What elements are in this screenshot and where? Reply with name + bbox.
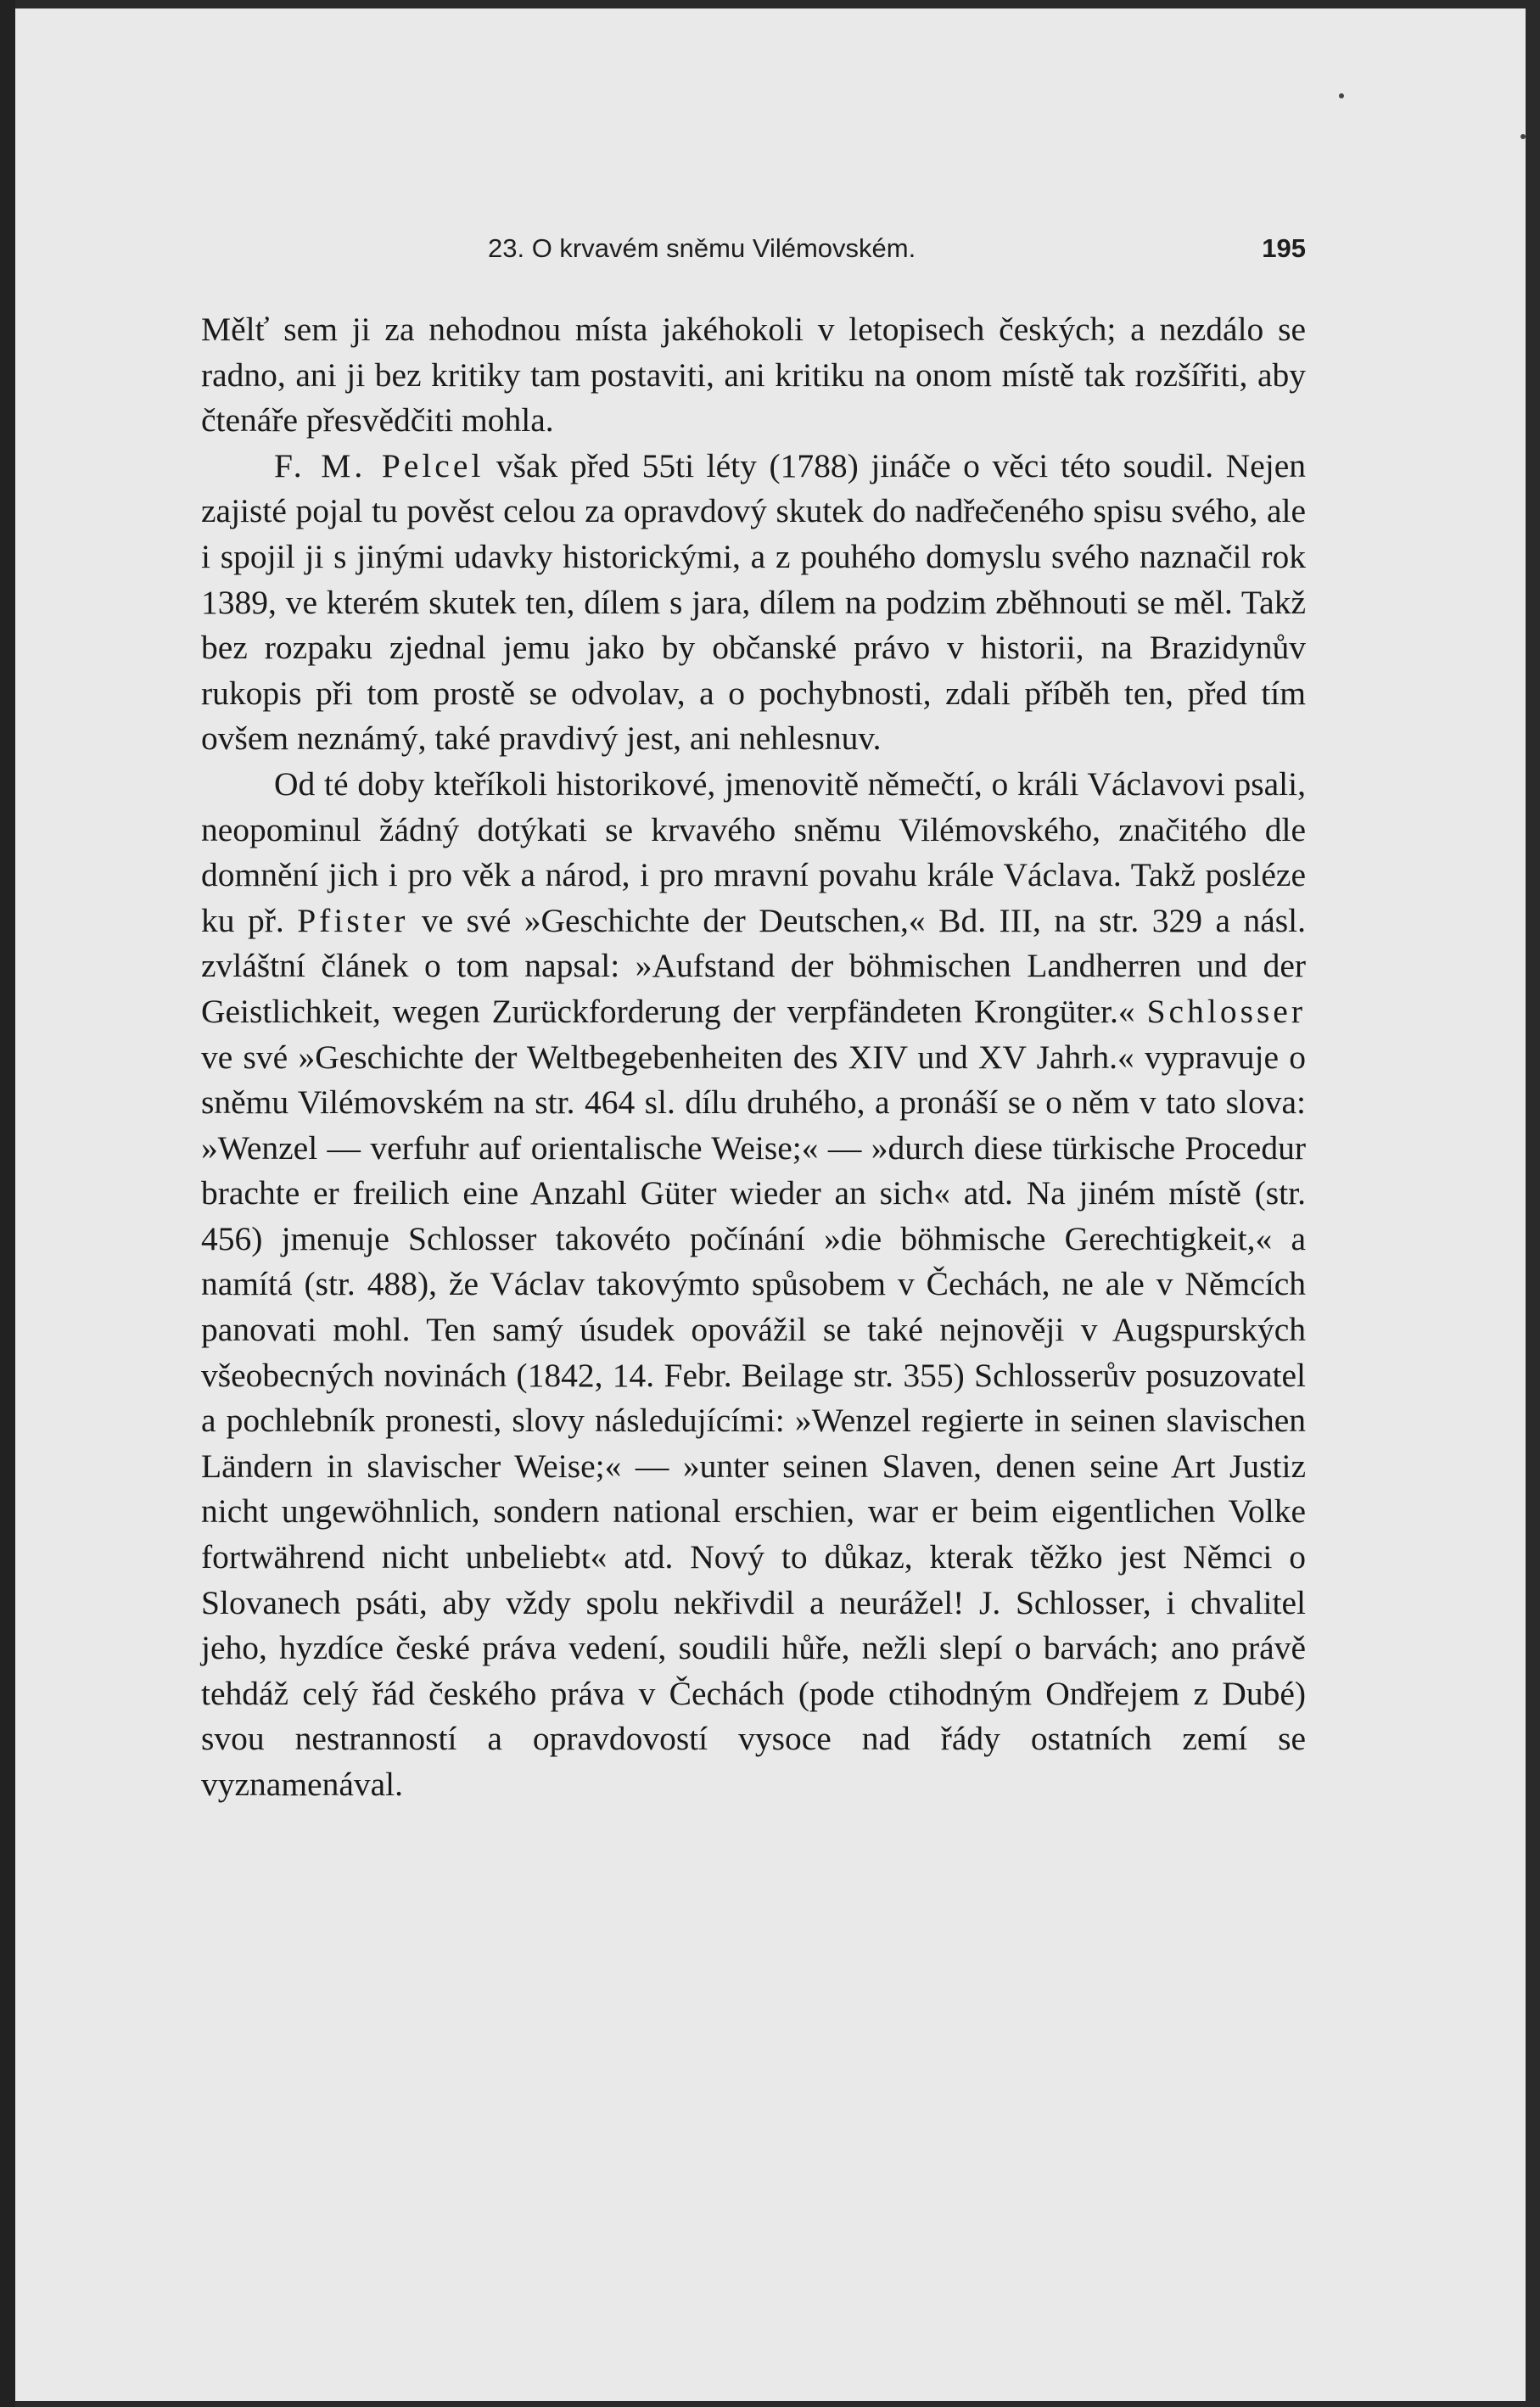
page-number: 195 (1262, 233, 1306, 263)
paragraph-3-text-b: ve své »Geschichte der Deutschen,« Bd. III, na str. 329 a násl. zvláštní článek o tom napsal: »Aufstand der böhmischen Landherren und der Geistlichkeit, wegen Zurückforderung der verpfändeten Krongüter.« (201, 901, 1306, 1030)
paragraph-3-text-a: Od té doby kteříkoli historikové, jmenovitě němečtí, o králi Václavovi psali, neopominul žádný dotýkati se krvavého sněmu Vilémovského, značitého dle domnění jich i pro věk a národ, i pro mravní povahu krále Václava. Takž posléze ku př. (201, 764, 1306, 939)
paragraph-2 (201, 444, 1306, 762)
author-name-pfister: Pfister (297, 901, 409, 939)
dust-speck (1520, 134, 1526, 139)
paragraph-3-text-c: ve své »Geschichte der Weltbegebenheiten des XIV und XV Jahrh.« vypravuje o sněmu Vilémovském na str. 464 sl. dílu druhého, a pronáší se o něm v tato slova: »Wenzel — verfuhr auf orientalische Weise;« — »durch diese türkische Procedur brachte er freilich eine Anzahl Güter wieder an sich« atd. Na jiném místě (str. 456) jmenuje Schlosser takovéto počínání »die böhmische Gerechtigkeit,« a namítá (str. 488), že Václav takovýmto spůsobem v Čechách, ne ale v Němcích panovati mohl. Ten samý úsudek opovážil se také nejnověji v Augspurských všeobecných novinách (1842, 14. Febr. Beilage str. 355) Schlosserův posuzovatel a pochlebník pronesti, slovy následujícími: »Wenzel regierte in seinen slavischen Ländern in slavischer Weise;« — »unter seinen Slaven, denen seine Art Justiz nicht ungewöhnlich, sondern national erschien, war er beim eigentlichen Volke fortwährend nicht unbeliebt« atd. Nový to důkaz, kterak těžko jest Němci o Slovanech psáti, aby vždy spolu nekřivdil a neurážel! J. Schlosser, i chvalitel jeho, hyzdíce české práva vedení, soudili hůře, nežli slepí o barvách; ano právě tehdáž celý řád českého práva v Čechách (pode ctihodným Ondřejem z Dubé) svou nestranností a opravdovostí vysoce nad řády ostatních zemí se vyznamenával. (201, 1038, 1306, 1803)
running-header (201, 233, 1306, 267)
author-name-pelcel: F. M. Pelcel (274, 446, 484, 484)
paragraph-2-text: však před 55ti léty (1788) jináče o věci této soudil. Nejen zajisté pojal tu pověst celou za opravdový skutek do nadřečeného spisu svého, ale i spojil ji s jinými udavky historickými, a z pouhého domyslu svého naznačil rok 1389, ve kterém skutek ten, dílem s jara, dílem na podzim zběhnouti se měl. Takž bez rozpaku zjednal jemu jako by občanské právo v historii, na Brazidynův rukopis při tom prostě se odvolav, a o pochybnosti, zdali příběh ten, před tím ovšem neznámý, také pravdivý jest, ani nehlesnuv. (201, 446, 1306, 758)
paragraph-1: Mělť sem ji za nehodnou místa jakéhokoli v letopisech českých; a nezdálo se radno, ani ji bez kritiky tam postaviti, ani kritiku na onom místě tak rozšířiti, aby čtenáře přesvědčiti mohla. (201, 311, 1306, 439)
paragraph-3 (201, 762, 1306, 1808)
dust-speck (1339, 93, 1344, 98)
running-title: 23. O krvavém sněmu Vilémovském. (488, 233, 916, 263)
page-gutter (0, 0, 15, 2407)
author-name-schlosser: Schlosser (1146, 992, 1306, 1030)
body-text (201, 307, 1306, 1808)
